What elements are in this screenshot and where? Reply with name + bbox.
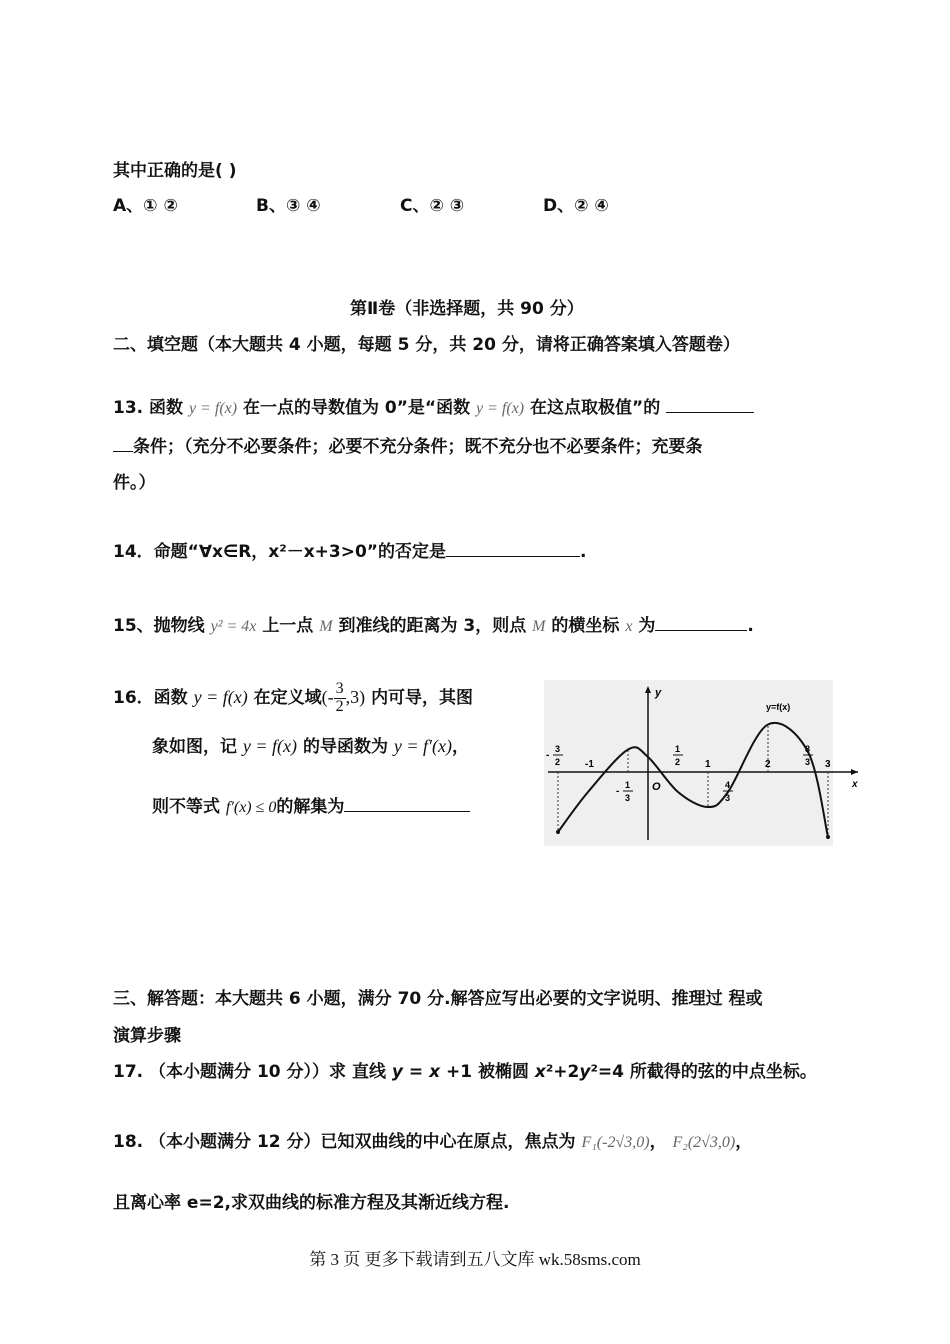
q12-option-a: A、① ② (113, 196, 178, 216)
q15-point-m2: M (532, 618, 546, 635)
page-footer: 第 3 页 更多下载请到五八文库 wk.58sms.com (309, 1250, 641, 1269)
q16-text-c: 内可导，其图 (371, 688, 474, 708)
q13-answer-blank[interactable] (666, 396, 754, 413)
q13-text-a: 13. 函数 (113, 398, 184, 418)
q16-formula-2: y = f(x) (242, 736, 298, 756)
q14-line (113, 540, 586, 562)
q16-text-line2c: ， (451, 737, 469, 757)
tick-label: 1 (705, 759, 711, 770)
x-axis-arrow (851, 769, 858, 775)
q17-text-a: 17. （本小题满分 10 分））求 直线 (113, 1062, 386, 1082)
q17-var-x: x (429, 1062, 441, 1082)
tick-numerator: 4 (724, 780, 730, 790)
q17-var-x2: x (534, 1062, 546, 1082)
q17-eq: = (402, 1062, 430, 1082)
q18-focus-1: F₁(-2√3,0) (581, 1134, 650, 1151)
q13-answer-blank-cont[interactable] (113, 435, 133, 452)
section3-line1: 三、解答题：本大题共 6 小题，满分 70 分.解答应写出必要的文字说明、推理过 程或 (113, 989, 763, 1009)
section2-heading: 二、填空题（本大题共 4 小题，每题 5 分，共 20 分，请将正确答案填入答题卷） (113, 335, 740, 355)
q13-line1 (113, 396, 754, 418)
q15-end: . (747, 616, 754, 636)
curve-start-point (556, 830, 560, 834)
q13-text-c: 在这点取极值”的 (530, 398, 661, 418)
q15-formula: y² = 4x (210, 618, 257, 635)
q15-text-a: 15、抛物线 (113, 616, 205, 636)
q14-end: . (579, 542, 587, 562)
curve-end-point (826, 835, 830, 839)
q13-formula-2: y = f(x) (476, 400, 525, 417)
tick-denominator: 3 (724, 793, 730, 803)
q15-answer-blank[interactable] (655, 614, 747, 631)
q17-line (113, 1062, 817, 1082)
q18-end: ， (735, 1132, 753, 1152)
q12-question: 其中正确的是( ) (113, 161, 237, 181)
x-axis-label: x (852, 779, 858, 790)
q16-line2 (152, 736, 469, 758)
function-graph-svg (544, 680, 858, 846)
q17-var-y: y (391, 1062, 403, 1082)
q16-text-line3a: 则不等式 (152, 797, 220, 817)
tick-label: 3 (825, 759, 831, 770)
q15-text-c: 到准线的距离为 3，则点 (338, 616, 527, 636)
q16-text-line2b: 的导函数为 (302, 737, 388, 757)
q18-line2: 且离心率 e=2,求双曲线的标准方程及其渐近线方程. (113, 1193, 510, 1213)
curve-label: y=f(x) (766, 702, 791, 712)
q16-line1 (113, 677, 473, 718)
tick-numerator: 1 (675, 744, 681, 754)
q16-text-b: 在定义域 (253, 688, 322, 708)
q16-domain-den: 2 (335, 697, 344, 715)
q17-text-c: ²+2 (545, 1062, 580, 1082)
q14-text: 14．命题“∀x∈R，x²－x+3>0”的否定是 (113, 542, 446, 562)
tick-numerator: 8 (805, 744, 811, 754)
q18-text-a: 18. （本小题满分 12 分）已知双曲线的中心在原点，焦点为 (113, 1132, 576, 1152)
q16-domain-close: ,3) (345, 687, 366, 707)
y-axis-arrow (645, 686, 651, 693)
q15-line (113, 614, 754, 636)
tick-minus-sign: - (546, 750, 550, 761)
tick-label: -1 (585, 759, 594, 770)
q13-formula-1: y = f(x) (188, 400, 238, 417)
q16-domain-num: 3 (335, 679, 344, 697)
q12-option-c: C、② ③ (400, 196, 465, 216)
q18-focus-2: F₂(2√3,0) (672, 1134, 736, 1151)
tick-denominator: 3 (805, 757, 811, 767)
q16-text-line2a: 象如图，记 (152, 737, 237, 757)
q17-var-y2: y (579, 1062, 591, 1082)
q15-point-m1: M (319, 618, 333, 635)
q16-formula-1: y = f(x) (193, 687, 248, 707)
q15-text-b: 上一点 (262, 616, 314, 636)
y-axis-label: y (655, 687, 662, 699)
tick-numerator: 3 (555, 744, 561, 754)
q18-line1 (113, 1132, 752, 1152)
q13-line2-text: 条件；（充分不必要条件；必要不充分条件；既不充分也不必要条件；充要条 (133, 437, 703, 457)
q15-text-e: 为 (638, 616, 656, 636)
function-curve (558, 723, 828, 837)
q16-domain-fraction (334, 681, 346, 716)
tick-label: 2 (765, 759, 771, 770)
q16-formula-4: f′(x) ≤ 0 (225, 799, 277, 816)
q16-line3 (152, 795, 470, 817)
q17-text-b: +1 被椭圆 (440, 1062, 529, 1082)
q15-var-x: x (625, 618, 633, 635)
q16-text-a: 16．函数 (113, 688, 188, 708)
tick-denominator: 2 (555, 757, 561, 767)
origin-label: O (652, 781, 661, 793)
q13-text-b: 在一点的导数值为 0”是“函数 (243, 398, 471, 418)
q16-domain-open: (- (321, 687, 334, 707)
q18-sep: ， (649, 1132, 667, 1152)
q12-option-d: D、② ④ (543, 196, 609, 216)
q16-answer-blank[interactable] (344, 795, 470, 812)
tick-numerator: 1 (625, 780, 631, 790)
tick-denominator: 3 (625, 793, 631, 803)
q12-option-b: B、③ ④ (256, 196, 321, 216)
tick-denominator: 2 (675, 757, 681, 767)
q16-formula-3: y = f′(x) (393, 736, 452, 756)
section3-line2: 演算步骤 (113, 1026, 181, 1046)
q13-line2 (113, 435, 703, 457)
section2-title: 第Ⅱ卷（非选择题，共 90 分） (350, 299, 584, 319)
q16-text-line3b: 的解集为 (276, 797, 345, 817)
tick-minus-sign: - (616, 786, 620, 797)
q13-line3: 件。） (113, 473, 156, 493)
q14-answer-blank[interactable] (446, 540, 580, 557)
q17-text-d: ²=4 所截得的弦的中点坐标。 (590, 1062, 817, 1082)
function-graph (544, 680, 858, 846)
q15-text-d: 的横坐标 (551, 616, 620, 636)
